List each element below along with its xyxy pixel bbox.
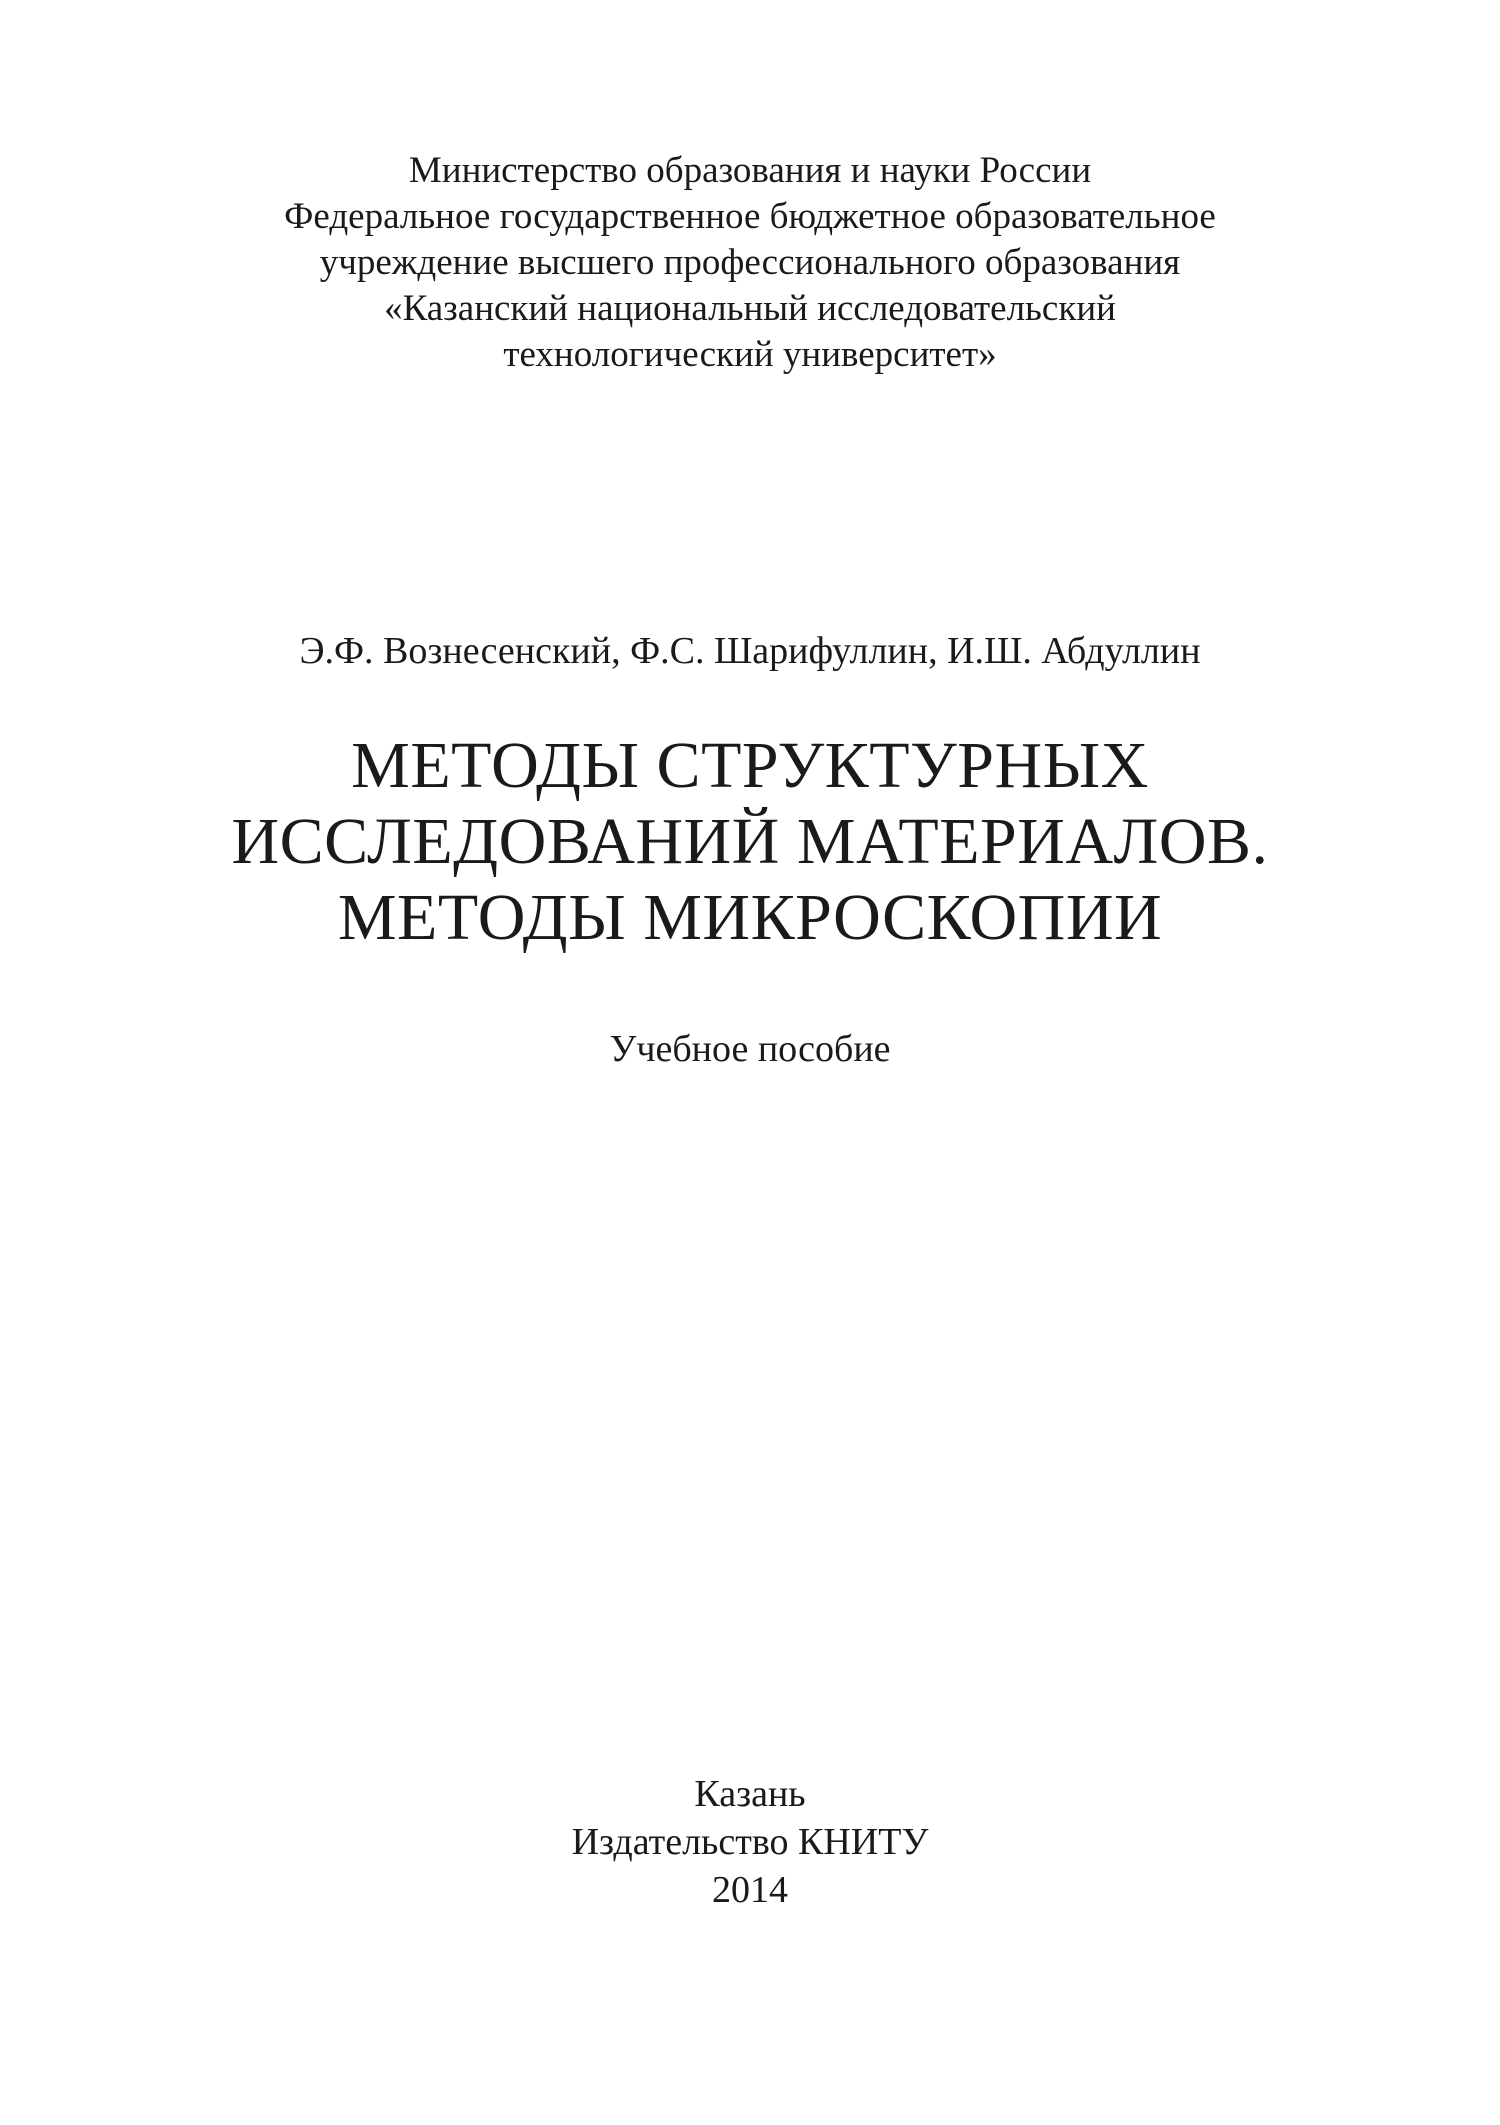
book-title-line: МЕТОДЫ СТРУКТУРНЫХ [351,729,1149,802]
book-title-line: МЕТОДЫ МИКРОСКОПИИ [337,881,1163,954]
institution-header [0,148,1500,378]
imprint-publisher: Издательство КНИТУ [571,1821,929,1863]
imprint-year: 2014 [712,1869,788,1911]
institution-line: Федеральное государственное бюджетное образовательное [284,196,1216,237]
institution-line: Министерство образования и науки России [408,150,1092,191]
book-title-line: ИССЛЕДОВАНИЙ МАТЕРИАЛОВ. [231,805,1269,878]
institution-line: учреждение высшего профессионального образования [319,242,1181,283]
book-title [0,728,1500,956]
institution-line: технологический университет» [503,334,997,375]
imprint-city: Казань [694,1773,806,1815]
imprint [0,1770,1500,1914]
authors: Э.Ф. Вознесенский, Ф.С. Шарифуллин, И.Ш. Абдуллин [299,630,1201,672]
institution-line: «Казанский национальный исследовательский [384,288,1116,329]
publication-type: Учебное пособие [609,1028,891,1070]
